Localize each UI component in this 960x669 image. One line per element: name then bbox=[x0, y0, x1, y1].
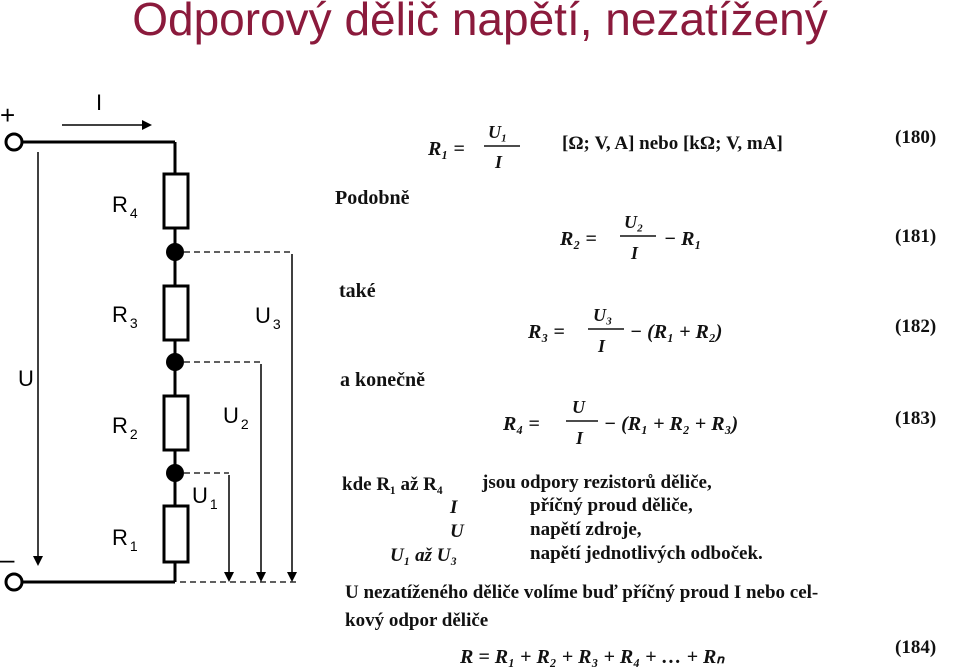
eq180-units: [Ω; V, A] nebo [kΩ; V, mA] bbox=[562, 133, 783, 154]
eq183-rest: − (R₁ + R₂ + R₃) bbox=[604, 413, 739, 435]
take-text: také bbox=[339, 280, 376, 302]
resistor-r4 bbox=[164, 174, 188, 228]
current-label: I bbox=[96, 90, 103, 115]
r1-label: R $_1$ bbox=[112, 525, 138, 554]
eq181-rest: − R₁ bbox=[664, 228, 702, 250]
circuit bbox=[6, 134, 188, 590]
page-title: Odporový dělič napětí, nezatížený bbox=[132, 0, 828, 45]
legend-sym-2: U bbox=[450, 521, 464, 542]
legend-desc-1: příčný proud děliče, bbox=[530, 495, 693, 516]
eq180-den: I bbox=[495, 152, 503, 172]
resistor-r1 bbox=[164, 506, 188, 562]
r3-label: R $_3$ bbox=[112, 302, 138, 331]
a-konecne-text: a konečně bbox=[340, 369, 425, 391]
legend-sym-3: U₁ až U₃ bbox=[390, 545, 458, 566]
tap-node-u3 bbox=[166, 243, 184, 261]
eq184-text: R = R₁ + R₂ + R₃ + R₄ + … + Rₙ bbox=[460, 646, 725, 668]
voltage-total-label: U bbox=[18, 366, 34, 391]
paragraph-line-2: kový odpor děliče bbox=[345, 610, 489, 631]
eq183-den: I bbox=[576, 428, 584, 448]
paragraph-line-1: U nezatíženého děliče volíme buď příčný proud I nebo cel- bbox=[345, 582, 819, 603]
eq181-den: I bbox=[631, 243, 639, 263]
plus-label: + bbox=[0, 100, 16, 130]
eq181-lhs: R₂ = bbox=[560, 228, 597, 250]
eq181-number: (181) bbox=[895, 226, 937, 247]
legend-desc-0: jsou odpory rezistorů děliče, bbox=[482, 472, 712, 493]
eq180-lhs: R₁ = bbox=[428, 138, 465, 160]
legend-desc-3: napětí jednotlivých odboček. bbox=[530, 543, 763, 564]
eq183-number: (183) bbox=[895, 408, 937, 429]
eq182-rest: − (R₁ + R₂) bbox=[630, 321, 723, 343]
u3-label: U $_3$ bbox=[255, 303, 281, 332]
resistor-r3 bbox=[164, 286, 188, 340]
eq184-number: (184) bbox=[895, 637, 937, 658]
tap-node-u1 bbox=[166, 464, 184, 482]
resistor-r2 bbox=[164, 396, 188, 450]
podobne-text: Podobně bbox=[335, 187, 410, 209]
u1-label: U $_1$ bbox=[192, 483, 218, 512]
eq182-lhs: R₃ = bbox=[528, 321, 565, 343]
minus-terminal bbox=[6, 574, 22, 590]
r2-label: R $_2$ bbox=[112, 413, 138, 442]
legend-desc-2: napětí zdroje, bbox=[530, 519, 642, 540]
eq181-num: U₂ bbox=[624, 212, 644, 232]
u2-label: U $_2$ bbox=[223, 403, 249, 432]
eq182-den: I bbox=[598, 336, 606, 356]
legend-sym-0: kde R₁ až R₄ bbox=[342, 474, 443, 495]
minus-label: – bbox=[0, 544, 15, 574]
scanned-document bbox=[335, 122, 936, 668]
eq180-number: (180) bbox=[895, 127, 937, 148]
eq183-lhs: R₄ = bbox=[503, 413, 540, 435]
plus-terminal bbox=[6, 134, 22, 150]
tap-node-u2 bbox=[166, 353, 184, 371]
r4-label: R $_4$ bbox=[112, 192, 138, 221]
eq182-num: U₃ bbox=[593, 305, 613, 325]
eq180-num: U₁ bbox=[488, 122, 508, 142]
eq183-num: U bbox=[572, 397, 585, 417]
legend-sym-1: I bbox=[450, 497, 458, 518]
eq182-number: (182) bbox=[895, 316, 937, 337]
